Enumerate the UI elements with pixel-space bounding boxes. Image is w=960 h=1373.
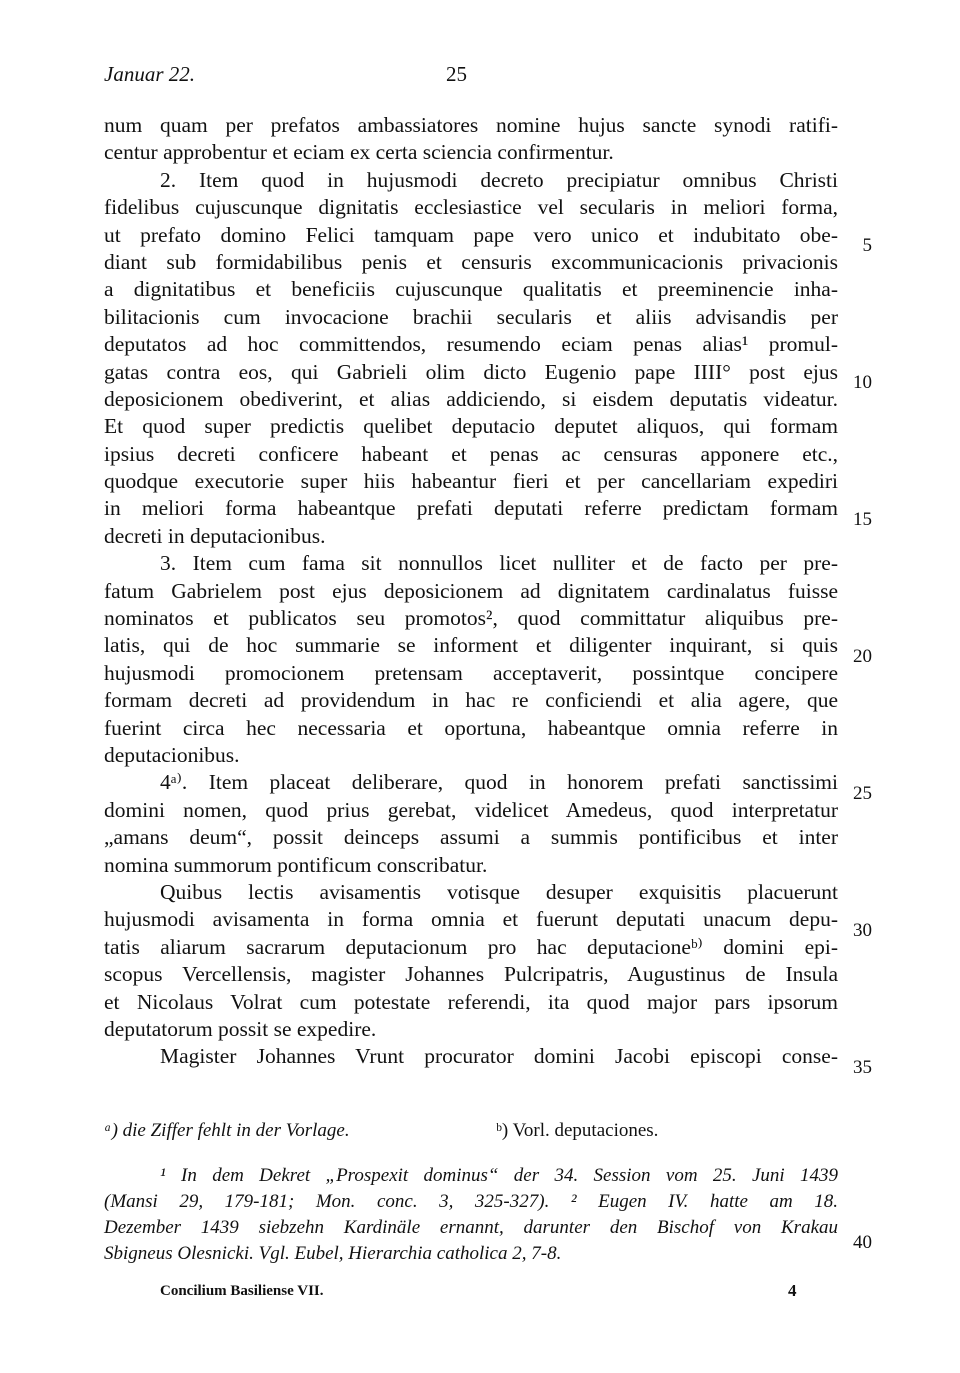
header-date: Januar 22.: [104, 62, 195, 86]
text-line: deputacionibus.: [104, 742, 240, 767]
text-line: nomina summorum pontificum conscribatur.: [104, 852, 488, 877]
text-line: domini nomen, quod prius gerebat, videlicet Amedeus, quod interpretatur: [104, 797, 838, 822]
page-number: 25: [446, 62, 467, 86]
apparatus-note-a: ᵃ) die Ziffer fehlt in der Vorlage.: [104, 1120, 350, 1141]
text-line: gatas contra eos, qui Gabrieli olim dicto Eugenio pape IIII° post ejus: [104, 359, 838, 384]
main-text: [104, 112, 838, 1071]
running-header: [104, 62, 838, 87]
text-line: deputatorum possit se expedire.: [104, 1016, 377, 1041]
text-line: hujusmodi avisamenta in forma omnia et fuerunt deputati unacum depu-: [104, 907, 838, 932]
text-line: 3. Item cum fama sit nonnullos licet nulliter et de facto per pre-: [160, 551, 838, 576]
footnote-line: Sbigneus Olesnicki. Vgl. Eubel, Hierarchia catholica 2, 7-8.: [104, 1243, 562, 1264]
line-number: 15: [853, 509, 872, 530]
text-line: tatis aliarum sacrarum deputacionum pro hac deputacioneᵇ⁾ domini epi-: [104, 934, 838, 959]
text-line: ut prefato domino Felici tamquam pape vero unico et indubitato obe-: [104, 222, 838, 247]
text-line: latis, qui de hoc summarie se informent et diligenter inquirant, si quis: [104, 633, 838, 658]
text-line: fuerint circa hec necessaria et oportuna, habeantque omnia referre in: [104, 715, 838, 740]
footnote-line: ¹ In dem Dekret „Prospexit dominus“ der 34. Session vom 25. Juni 1439: [160, 1165, 838, 1186]
volume-title: Concilium Basiliense VII.: [160, 1283, 324, 1299]
footnote-line: (Mansi 29, 179-181; Mon. conc. 3, 325-327). ² Eugen IV. hatte am 18.: [104, 1191, 838, 1212]
text-line: 4ᵃ⁾. Item placeat deliberare, quod in honorem prefati sanctissimi: [160, 770, 838, 795]
text-line: num quam per prefatos ambassiatores nomine hujus sancte synodi ratifi-: [104, 113, 838, 137]
text-line: scopus Vercellensis, magister Johannes Pulcripatris, Augustinus de Insula: [104, 962, 838, 987]
text-line: nominatos et publicatos seu promotos², quod committatur aliquibus pre-: [104, 606, 838, 631]
text-line: Et quod super predictis quelibet deputacio deputet aliquos, qui formam: [104, 414, 838, 439]
text-line: fatum Gabrielem post ejus deposicionem ad dignitatem cardinalatus fuisse: [104, 578, 838, 603]
text-line: Quibus lectis avisamentis votisque desuper exquisitis placuerunt: [160, 879, 838, 904]
text-line: „amans deum“, possit deinceps assumi a summis pontificibus et inter: [104, 825, 838, 850]
text-line: a dignitatibus et beneficiis cujuscunque qualitatis et preeminencie inha-: [104, 277, 838, 302]
footnotes: [104, 1163, 838, 1267]
page-footer: [160, 1283, 800, 1300]
text-line: fidelibus cujuscunque dignitatis ecclesiastice vel secularis in meliori forma,: [104, 195, 838, 220]
text-line: deputatos ad hoc committendos, resumendo eciam penas alias¹ promul-: [104, 332, 838, 357]
line-number: 20: [853, 646, 872, 667]
signature-mark: 4: [788, 1281, 797, 1300]
text-line: decreti in deputacionibus.: [104, 523, 326, 548]
footnote-line: Dezember 1439 siebzehn Kardinäle ernannt, darunter den Bischof von Krakau: [104, 1217, 838, 1238]
text-line: centur approbentur et eciam ex certa sciencia confirmentur.: [104, 140, 614, 165]
line-number: 25: [853, 783, 872, 804]
text-line: quodque executorie super hiis habeantur fieri et per cancellariam expediri: [104, 469, 838, 494]
apparatus-note-b: ᵇ) Vorl. deputaciones.: [496, 1120, 659, 1141]
text-line: Magister Johannes Vrunt procurator domini Jacobi episcopi conse-: [160, 1044, 838, 1069]
text-line: hujusmodi promocionem pretensam acceptaverit, possintque concipere: [104, 660, 838, 685]
line-number: 35: [853, 1057, 872, 1078]
text-line: diant sub formidabilibus penis et censuris excommunicacionis privacionis: [104, 249, 838, 274]
text-line: bilitacionis cum invocacione brachii secularis et aliis advisandis per: [104, 304, 838, 329]
text-line: in meliori forma habeantque prefati deputati referre predictam formam: [104, 496, 838, 521]
text-line: 2. Item quod in hujusmodi decreto precipiatur omnibus Christi: [160, 167, 838, 192]
text-line: ipsius decreti conficere habeant et penas ac censuras apponere etc.,: [104, 441, 838, 466]
line-number: 10: [853, 372, 872, 393]
line-number: 5: [862, 235, 872, 256]
text-line: formam decreti ad providendum in hac re conficiendi et alia agere, que: [104, 688, 838, 713]
text-line: deposicionem obediverint, et alias addiciendo, si eisdem deputatis videatur.: [104, 386, 838, 411]
text-line: et Nicolaus Volrat cum potestate referendi, ita quod major pars ipsorum: [104, 989, 838, 1014]
line-number: 30: [853, 920, 872, 941]
line-number: 40: [853, 1232, 872, 1253]
